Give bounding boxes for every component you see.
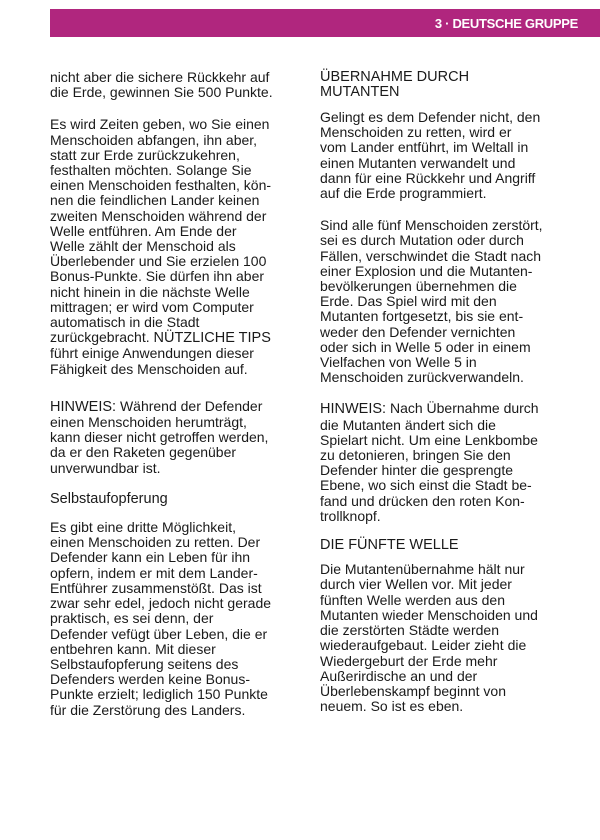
left-column (50, 70, 300, 733)
note-text: Nach Übernahme durch die Mutanten ändert sich die Spielart nicht. Um eine Lenkbombe zu detonieren, bringen Sie den Defender hinter die gesprengte Ebene, wo sich einst die Stadt be- fand und drücken den roten Kon- trollknopf. (320, 400, 539, 524)
header-bar (50, 9, 600, 37)
note-label: HINWEIS: (50, 398, 117, 415)
note-text: Während der Defender einen Menschoiden herumträgt, kann dieser nicht getroffen werden, da er den Raketen gegenüber unverwundbar ist. (50, 397, 269, 476)
paragraph: Sind alle fünf Menschoiden zerstört, sei es durch Mutation oder durch Fällen, verschwindet die Stadt nach einer Explosion und die Mutanten- bevölkerungen übernehmen die Erde. Das Spiel wird mit den Mutanten fortgesetzt, bis sie ent- weder den Defender vernichten oder sich in Welle 5 oder in einem Vielfachen von Welle 5 in Menschoiden zurückverwandeln. (320, 217, 543, 386)
paragraph-text: führt einige Anwendungen dieser Fähigkeit des Menschoiden auf. (50, 345, 254, 377)
right-column (320, 70, 570, 729)
section-heading: Selbstaufopferung (50, 490, 168, 507)
note-label: HINWEIS: (320, 401, 387, 418)
section-heading: ÜBERNAHME DURCH MUTANTEN (320, 69, 470, 100)
paragraph: Es gibt eine dritte Möglichkeit, einen Menschoiden zu retten. Der Defender kann ein Leben für ihn opfern, indem er mit dem Lander- Entführer zusammenstößt. Das ist zwar sehr edel, jedoch nicht gerade praktisch, es sei denn, der Defender vefügt über Leben, die er entbehren kann. Mit dieser Selbstaufopferung seitens des Defenders werden keine Bonus- Punkte erzielt; lediglich 150 Punkte für die Zerstörung des Landers. (50, 519, 272, 718)
tips-reference: NÜTZLICHE TIPS (153, 330, 271, 347)
paragraph (50, 117, 300, 376)
paragraph: Die Mutantenübernahme hält nur durch vier Wellen vor. Mit jeder fünften Welle werden aus den Mutanten wieder Menschoiden und die zerstörten Städte werden wiederaufgebaut. Leider zieht die Wiedergeburt der Erde mehr Außerirdische an und der Überlebenskampf beginnt von neuem. So ist es eben. (320, 561, 538, 715)
paragraph: nicht aber die sichere Rückkehr auf die Erde, gewinnen Sie 500 Punkte. (50, 69, 273, 101)
paragraph-text: Es wird Zeiten geben, wo Sie einen Menschoiden abfangen, ihn aber, statt zur Erde zurückzukehren, festhalten möchten. Solange Sie einen Menschoiden festhalten, kön- nen die feindlichen Lander keinen zweiten Menschoiden während der Welle entführen. Am Ende der Welle zählt der Menschoid als Überlebender und Sie erzielen 100 Bonus-Punkte. Sie dürfen ihn aber nicht hinein in die nächste Welle mittragen; er wird vom Computer automatisch in die Stadt zurückgebracht. (50, 116, 272, 346)
note-paragraph (50, 399, 300, 476)
paragraph: Gelingt es dem Defender nicht, den Menschoiden zu retten, wird er vom Lander entführt, im Weltall in einen Mutanten verwandelt und dann für eine Rückkehr und Angriff auf die Erde programmiert. (320, 109, 541, 202)
note-paragraph (320, 401, 570, 524)
page-header-label: 3 · DEUTSCHE GRUPPE (434, 16, 578, 31)
section-heading: DIE FÜNFTE WELLE (320, 537, 459, 554)
